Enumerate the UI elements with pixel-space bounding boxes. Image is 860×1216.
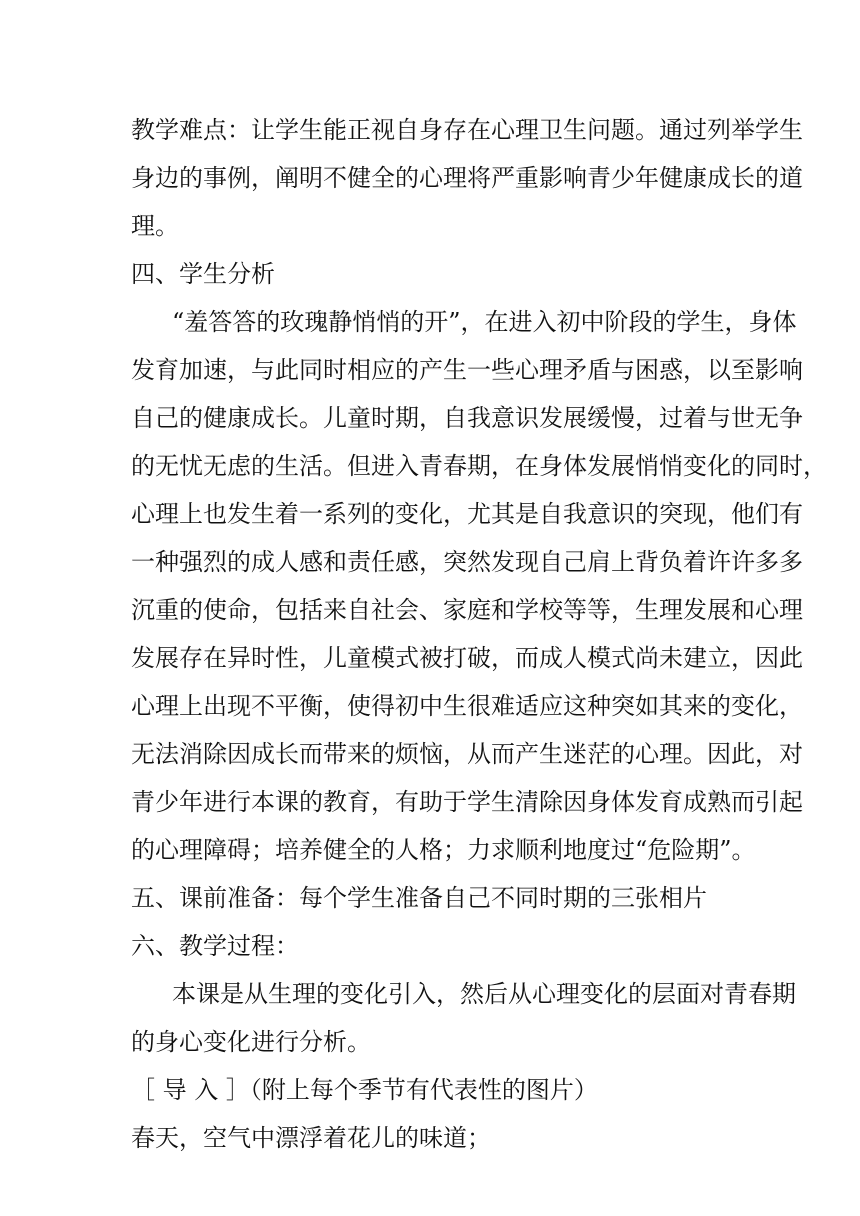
text-line: 的身心变化进行分析。 <box>131 1028 371 1056</box>
text-line: 一种强烈的成人感和责任感，突然发现自己肩上背负着许许多多 <box>131 548 803 576</box>
text-line: 教学难点：让学生能正视自身存在心理卫生问题。通过列举学生 <box>131 116 803 144</box>
text-line: 无法消除因成长而带来的烦恼，从而产生迷茫的心理。因此，对 <box>131 740 803 768</box>
text-line: 身边的事例，阐明不健全的心理将严重影响青少年健康成长的道 <box>131 164 803 192</box>
text-line: 发展存在异时性，儿童模式被打破，而成人模式尚未建立，因此 <box>131 644 803 672</box>
section-heading: 四、学生分析 <box>131 260 275 288</box>
text-line: “羞答答的玫瑰静悄悄的开”，在进入初中阶段的学生，身体 <box>172 308 797 336</box>
text-line: 的心理障碍；培养健全的人格；力求顺利地度过“危险期”。 <box>131 836 756 864</box>
section-heading: 六、教学过程： <box>131 932 299 960</box>
text-line: 春天，空气中漂浮着花儿的味道； <box>131 1124 491 1152</box>
section-heading: 五、课前准备：每个学生准备自己不同时期的三张相片 <box>131 884 707 912</box>
subsection-heading: ［ 导 入 ］（附上每个季节有代表性的图片） <box>131 1076 598 1104</box>
text-line: 沉重的使命，包括来自社会、家庭和学校等等，生理发展和心理 <box>131 596 803 624</box>
text-line: 理。 <box>131 212 179 240</box>
text-line: 心理上出现不平衡，使得初中生很难适应这种突如其来的变化， <box>131 692 803 720</box>
text-line: 的无忧无虑的生活。但进入青春期，在身体发展悄悄变化的同时， <box>131 452 827 480</box>
text-line: 发育加速，与此同时相应的产生一些心理矛盾与困惑，以至影响 <box>131 356 803 384</box>
text-line: 自己的健康成长。儿童时期，自我意识发展缓慢，过着与世无争 <box>131 404 803 432</box>
text-line: 青少年进行本课的教育，有助于学生清除因身体发育成熟而引起 <box>131 788 803 816</box>
text-line: 心理上也发生着一系列的变化，尤其是自我意识的突现，他们有 <box>131 500 803 528</box>
text-line: 本课是从生理的变化引入，然后从心理变化的层面对青春期 <box>172 980 796 1008</box>
